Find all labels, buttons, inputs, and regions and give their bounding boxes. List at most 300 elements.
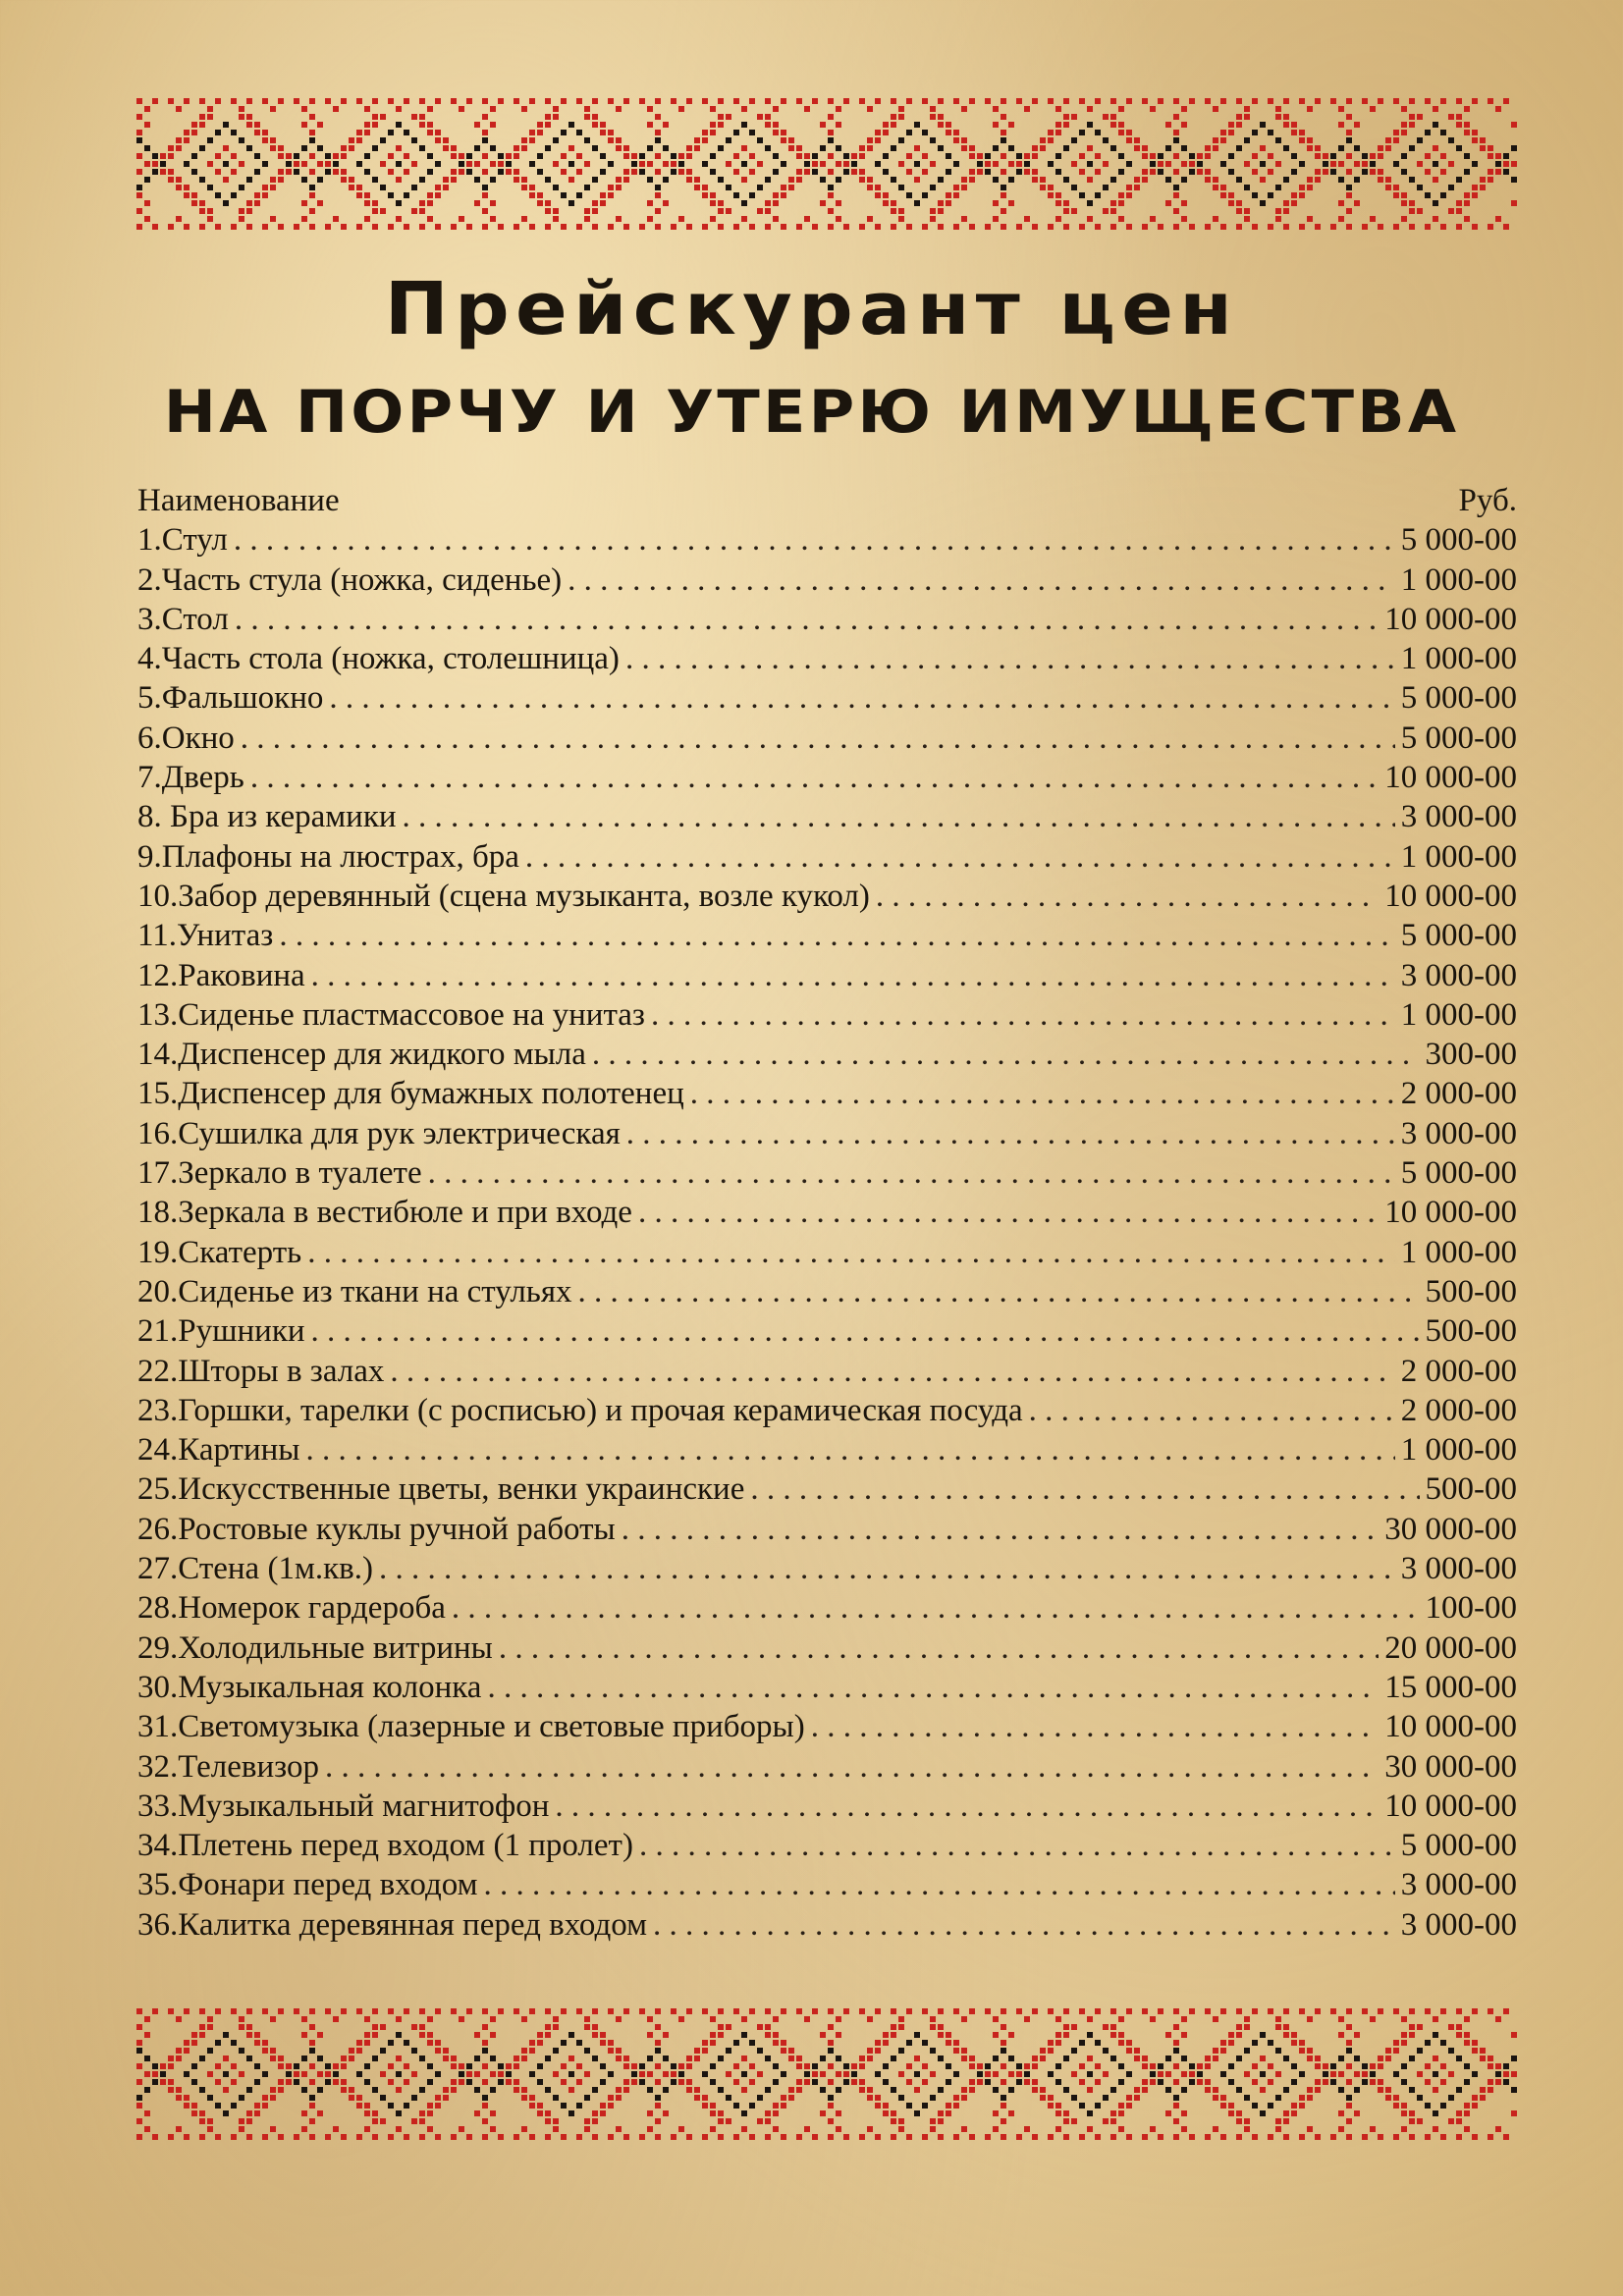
stitch [207, 161, 213, 167]
stitch [152, 2134, 158, 2140]
stitch [883, 122, 889, 128]
stitch [867, 216, 873, 222]
stitch [1354, 2110, 1360, 2116]
stitch [741, 161, 747, 167]
stitch [749, 2103, 755, 2109]
stitch [396, 177, 402, 183]
item-name: 29.Холодильные витрины [137, 1629, 493, 1666]
stitch [1488, 98, 1493, 104]
stitch [349, 145, 354, 151]
stitch [466, 224, 472, 230]
stitch [537, 2103, 543, 2109]
stitch [333, 161, 339, 167]
stitch [812, 169, 818, 175]
stitch [1032, 177, 1038, 183]
stitch [718, 2118, 724, 2124]
stitch [419, 122, 425, 128]
stitch [663, 2110, 669, 2116]
stitch [1032, 2079, 1038, 2085]
stitch [1150, 2063, 1156, 2069]
item-price: 20 000-00 [1384, 1629, 1517, 1666]
stitch [875, 2048, 881, 2054]
stitch [938, 2008, 944, 2014]
dot-leader [626, 1114, 1395, 1153]
embroidery-border-bottom [135, 2007, 1522, 2141]
stitch [1118, 2103, 1124, 2109]
stitch [451, 2063, 457, 2069]
stitch [859, 145, 865, 151]
stitch [1197, 2063, 1203, 2069]
dot-leader [452, 1588, 1420, 1628]
stitch [286, 2079, 292, 2085]
stitch [1283, 208, 1289, 214]
stitch [1236, 2008, 1242, 2014]
stitch [891, 98, 896, 104]
stitch [396, 200, 402, 206]
stitch [1464, 2103, 1470, 2109]
stitch [1244, 2126, 1250, 2132]
stitch [1008, 2056, 1014, 2061]
stitch [246, 2118, 252, 2124]
stitch [1220, 2071, 1226, 2077]
stitch [1511, 2087, 1517, 2093]
stitch [435, 2095, 441, 2101]
stitch [1378, 153, 1383, 159]
stitch [136, 2048, 142, 2054]
stitch [1244, 137, 1250, 143]
stitch [584, 106, 590, 112]
stitch [867, 2016, 873, 2022]
stitch [726, 161, 731, 167]
stitch [561, 153, 567, 159]
stitch [898, 2024, 904, 2030]
stitch [1315, 224, 1321, 230]
stitch [537, 2063, 543, 2069]
list-item [137, 837, 1517, 877]
stitch [356, 98, 362, 104]
stitch [1001, 2063, 1006, 2069]
stitch [1323, 2063, 1328, 2069]
stitch [1095, 2134, 1101, 2140]
stitch [372, 145, 378, 151]
stitch [1118, 2079, 1124, 2085]
stitch [1448, 137, 1454, 143]
stitch [1016, 2134, 1022, 2140]
stitch [419, 2024, 425, 2030]
stitch [1283, 224, 1289, 230]
stitch [427, 169, 433, 175]
stitch [655, 2134, 661, 2140]
stitch [144, 177, 150, 183]
stitch [749, 2079, 755, 2085]
stitch [710, 2016, 716, 2022]
stitch [254, 192, 260, 198]
stitch [726, 185, 731, 190]
stitch [1220, 98, 1226, 104]
stitch [1110, 2024, 1116, 2030]
stitch [1181, 200, 1187, 206]
stitch [616, 137, 622, 143]
stitch [1150, 216, 1156, 222]
stitch [608, 224, 614, 230]
stitch [168, 153, 174, 159]
stitch [1181, 2056, 1187, 2061]
stitch [466, 169, 472, 175]
list-item [137, 1787, 1517, 1826]
stitch [1338, 2056, 1344, 2061]
stitch [1401, 130, 1407, 135]
stitch [1401, 192, 1407, 198]
stitch [898, 106, 904, 112]
item-price: 2 000-00 [1400, 1392, 1517, 1428]
stitch [184, 2071, 189, 2077]
stitch [1110, 2118, 1116, 2124]
stitch [1189, 2079, 1195, 2085]
stitch [702, 2040, 708, 2046]
stitch [1228, 2040, 1234, 2046]
stitch [1425, 192, 1431, 198]
list-item [137, 1352, 1517, 1391]
stitch [1087, 2126, 1093, 2132]
stitch [1268, 2079, 1273, 2085]
stitch [545, 2008, 551, 2014]
stitch [1173, 192, 1179, 198]
stitch [1055, 153, 1061, 159]
stitch [1134, 2087, 1140, 2093]
stitch [262, 137, 268, 143]
stitch [1456, 208, 1462, 214]
stitch [1103, 2071, 1109, 2077]
stitch [1165, 200, 1171, 206]
stitch [1079, 2079, 1085, 2085]
stitch [1228, 2103, 1234, 2109]
stitch [1393, 98, 1399, 104]
stitch [985, 98, 991, 104]
stitch [1260, 200, 1266, 206]
stitch [136, 2024, 142, 2030]
stitch [490, 2056, 496, 2061]
stitch [364, 153, 370, 159]
stitch [1330, 2008, 1336, 2014]
stitch [427, 2040, 433, 2046]
stitch [985, 2134, 991, 2140]
stitch [946, 2103, 951, 2109]
list-item [137, 678, 1517, 718]
item-name: 24.Картины [137, 1432, 300, 1468]
stitch [922, 130, 928, 135]
item-price: 5 000-00 [1400, 918, 1517, 954]
stitch [898, 208, 904, 214]
stitch [1055, 122, 1061, 128]
stitch [663, 145, 669, 151]
stitch [1220, 2040, 1226, 2046]
stitch [411, 2095, 417, 2101]
stitch [1480, 2087, 1486, 2093]
stitch [843, 224, 849, 230]
stitch [411, 185, 417, 190]
stitch [757, 2048, 763, 2054]
stitch [1244, 106, 1250, 112]
stitch [356, 224, 362, 230]
stitch [1260, 177, 1266, 183]
stitch [828, 2040, 834, 2046]
stitch [906, 2079, 912, 2085]
stitch [294, 2134, 299, 2140]
stitch [1511, 2032, 1517, 2038]
stitch [254, 2110, 260, 2116]
stitch [1205, 2008, 1211, 2014]
stitch [710, 2040, 716, 2046]
stitch [1268, 2103, 1273, 2109]
stitch [608, 130, 614, 135]
stitch [961, 106, 967, 112]
stitch [514, 2134, 519, 2140]
stitch [1260, 145, 1266, 151]
stitch [1354, 145, 1360, 151]
stitch [545, 122, 551, 128]
stitch [898, 2118, 904, 2124]
stitch [168, 169, 174, 175]
stitch [466, 2008, 472, 2014]
stitch [647, 161, 653, 167]
stitch [435, 2048, 441, 2054]
stitch [1283, 122, 1289, 128]
stitch [1252, 2008, 1258, 2014]
stitch [1110, 208, 1116, 214]
stitch [325, 2079, 331, 2085]
stitch [1063, 2056, 1069, 2061]
stitch [231, 2134, 237, 2140]
stitch [1488, 2079, 1493, 2085]
stitch [875, 224, 881, 230]
list-item [137, 1391, 1517, 1430]
stitch [1165, 145, 1171, 151]
stitch [1291, 2079, 1297, 2085]
stitch [631, 2063, 637, 2069]
stitch [592, 114, 598, 120]
stitch [1150, 169, 1156, 175]
stitch [781, 130, 786, 135]
stitch [396, 2110, 402, 2116]
stitch [843, 2079, 849, 2085]
stitch [506, 161, 512, 167]
stitch [144, 200, 150, 206]
stitch [702, 98, 708, 104]
stitch [207, 216, 213, 222]
stitch [843, 153, 849, 159]
stitch [286, 2071, 292, 2077]
stitch [262, 2134, 268, 2140]
item-price: 2 000-00 [1400, 1076, 1517, 1112]
dot-leader [307, 1233, 1395, 1272]
stitch [529, 224, 535, 230]
price-list-header [137, 481, 1517, 520]
stitch [309, 2063, 315, 2069]
stitch [1260, 2056, 1266, 2061]
stitch [576, 2063, 582, 2069]
stitch [1307, 106, 1313, 112]
stitch [576, 2134, 582, 2140]
stitch [1464, 2016, 1470, 2022]
stitch [1110, 145, 1116, 151]
stitch [537, 192, 543, 198]
stitch [655, 2118, 661, 2124]
stitch [608, 98, 614, 104]
stitch [1228, 2032, 1234, 2038]
item-price: 15 000-00 [1384, 1669, 1517, 1705]
stitch [702, 224, 708, 230]
stitch [733, 192, 739, 198]
stitch [1252, 2063, 1258, 2069]
stitch [1456, 177, 1462, 183]
item-name: 14.Диспенсер для жидкого мыла [137, 1037, 586, 1073]
stitch [1040, 2056, 1046, 2061]
stitch [1354, 177, 1360, 183]
stitch [922, 98, 928, 104]
stitch [231, 192, 237, 198]
stitch [1283, 114, 1289, 120]
stitch [671, 153, 676, 159]
stitch [1181, 122, 1187, 128]
stitch [1480, 2056, 1486, 2061]
stitch [1055, 2016, 1061, 2022]
stitch [419, 114, 425, 120]
stitch [184, 2048, 189, 2054]
stitch [1181, 2087, 1187, 2093]
stitch [1244, 2118, 1250, 2124]
stitch [1511, 200, 1517, 206]
stitch [694, 2087, 700, 2093]
stitch [977, 153, 983, 159]
list-item [137, 1826, 1517, 1865]
stitch [1048, 161, 1054, 167]
stitch [891, 177, 896, 183]
stitch [584, 2024, 590, 2030]
stitch [741, 200, 747, 206]
dot-leader [390, 1352, 1394, 1391]
stitch [459, 153, 464, 159]
stitch [836, 216, 841, 222]
stitch [568, 161, 574, 167]
stitch [1001, 98, 1006, 104]
list-item [137, 1193, 1517, 1232]
stitch [702, 2048, 708, 2054]
stitch [443, 137, 449, 143]
stitch [388, 130, 394, 135]
stitch [254, 2103, 260, 2109]
stitch [482, 208, 488, 214]
stitch [451, 2134, 457, 2140]
stitch [804, 2016, 810, 2022]
stitch [836, 2087, 841, 2093]
stitch [231, 2079, 237, 2085]
stitch [1378, 98, 1383, 104]
stitch [1393, 2040, 1399, 2046]
stitch [1268, 153, 1273, 159]
stitch [891, 208, 896, 214]
stitch [490, 2110, 496, 2116]
stitch [836, 2071, 841, 2077]
stitch [364, 2063, 370, 2069]
stitch [1181, 2071, 1187, 2077]
stitch [1048, 224, 1054, 230]
dot-leader [876, 877, 1379, 916]
stitch [1472, 2008, 1478, 2014]
stitch [1008, 2087, 1014, 2093]
stitch [521, 2126, 527, 2132]
stitch [922, 2040, 928, 2046]
dot-leader [568, 561, 1395, 600]
stitch [796, 153, 802, 159]
stitch [231, 224, 237, 230]
stitch [309, 153, 315, 159]
stitch [1016, 153, 1022, 159]
stitch [1126, 130, 1132, 135]
stitch [1472, 137, 1478, 143]
stitch [1370, 2016, 1376, 2022]
stitch [537, 2110, 543, 2116]
stitch [631, 161, 637, 167]
stitch [1126, 2071, 1132, 2077]
stitch [600, 2063, 606, 2069]
stitch [568, 145, 574, 151]
stitch [883, 192, 889, 198]
list-item [137, 956, 1517, 995]
stitch [867, 106, 873, 112]
stitch [349, 177, 354, 183]
stitch [678, 216, 684, 222]
stitch [1323, 2079, 1328, 2085]
stitch [1511, 2110, 1517, 2116]
stitch [1220, 161, 1226, 167]
stitch [427, 122, 433, 128]
stitch [396, 216, 402, 222]
stitch [1401, 122, 1407, 128]
stitch [482, 114, 488, 120]
stitch [678, 106, 684, 112]
stitch [317, 2087, 323, 2093]
stitch [404, 2103, 409, 2109]
stitch [663, 200, 669, 206]
stitch [1323, 153, 1328, 159]
stitch [278, 2008, 284, 2014]
stitch [1511, 161, 1517, 167]
stitch [843, 2063, 849, 2069]
stitch [1087, 2056, 1093, 2061]
stitch [364, 169, 370, 175]
stitch [396, 161, 402, 167]
stitch [1024, 2126, 1030, 2132]
stitch [168, 98, 174, 104]
stitch [1472, 2071, 1478, 2077]
stitch [1055, 2063, 1061, 2069]
stitch [309, 137, 315, 143]
stitch [733, 153, 739, 159]
stitch [883, 153, 889, 159]
stitch [325, 98, 331, 104]
stitch [1150, 106, 1156, 112]
stitch [356, 2134, 362, 2140]
stitch [757, 114, 763, 120]
stitch [435, 161, 441, 167]
stitch [1291, 2110, 1297, 2116]
stitch [1048, 130, 1054, 135]
stitch [1495, 2079, 1501, 2085]
stitch [733, 2063, 739, 2069]
stitch [136, 2095, 142, 2101]
stitch [396, 2071, 402, 2077]
stitch [718, 2056, 724, 2061]
